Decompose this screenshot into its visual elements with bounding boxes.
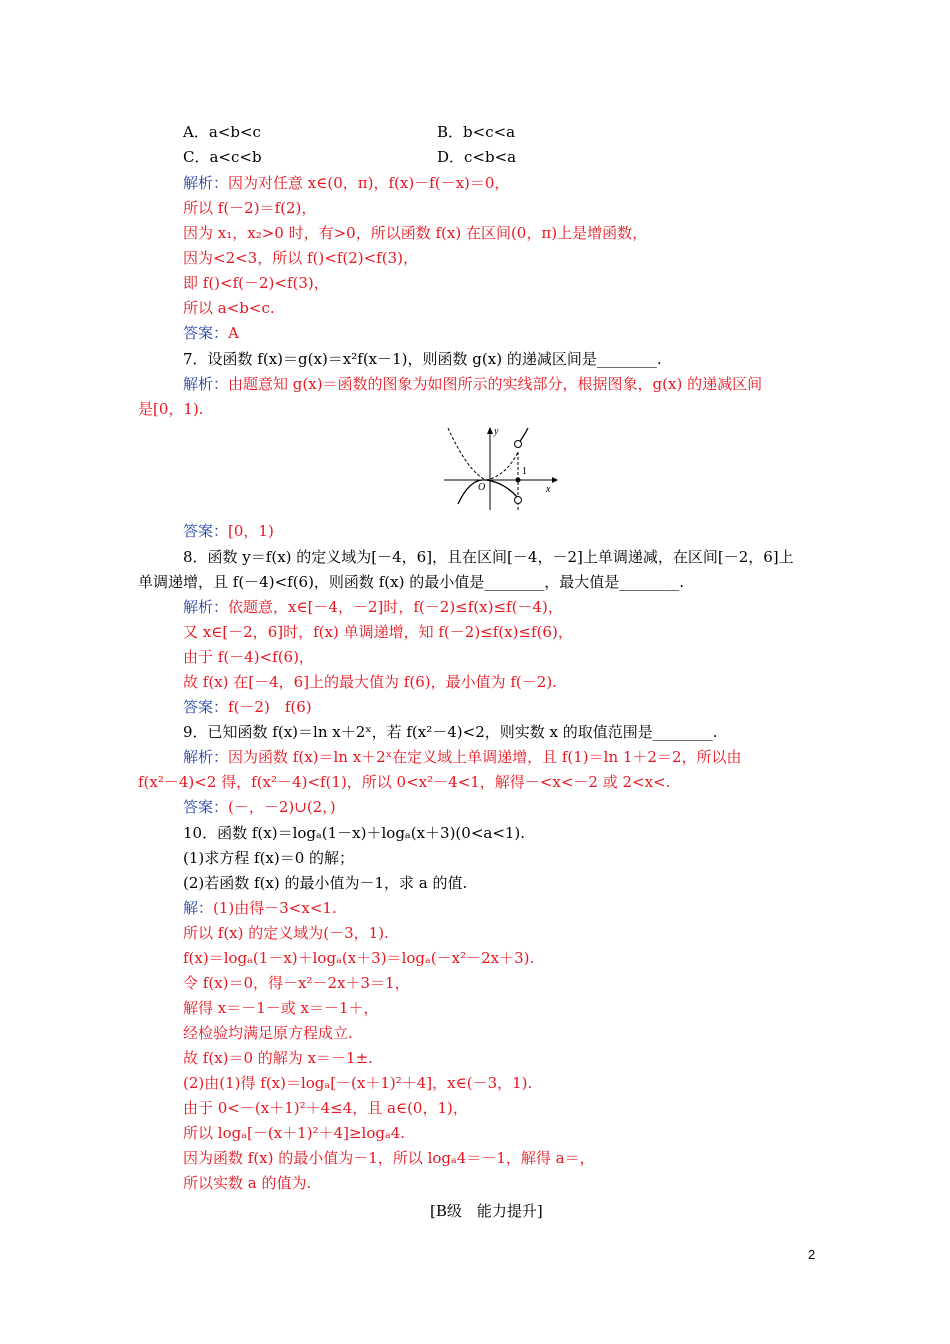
q8-solution-line: 又 x∈[－2，6]时，f(x) 单调递增，知 f(－2)≤f(x)≤f(6)， [183, 623, 573, 641]
q8-question-line: 8．函数 y＝f(x) 的定义域为[－4，6]，且在区间[－4，－2]上单调递减，在区间[－2，6]上 [183, 548, 794, 566]
page-number: 2 [808, 1247, 816, 1262]
x-axis-label: x [546, 484, 551, 495]
q6-solution-line: 所以 a<b<c. [183, 299, 275, 317]
open-point-lower [515, 497, 522, 504]
q10-part-1: (1)求方程 f(x)＝0 的解； [183, 849, 355, 867]
q10-solution-line: 因为函数 f(x) 的最小值为－1，所以 logₐ4＝－1，解得 a＝， [183, 1149, 595, 1167]
q7-function-graph [440, 424, 560, 514]
q6-solution-line: 所以 f(－2)＝f(2)， [183, 199, 317, 217]
q6-solution-line: 解析：因为对任意 x∈(0，π)，f(x)－f(－x)＝0， [183, 174, 510, 192]
solid-curve-lower [458, 480, 518, 504]
q10-part-2: (2)若函数 f(x) 的最小值为－1，求 a 的值. [183, 874, 468, 892]
q7-solution-line: 是[0，1). [138, 400, 204, 418]
x-axis-arrow [552, 477, 558, 483]
q10-solution-line: 故 f(x)＝0 的解为 x＝－1±. [183, 1049, 373, 1067]
q6-option-d: D．c<b<a [437, 148, 517, 166]
origin-label: O [478, 482, 486, 493]
q10-solution-line: (2)由(1)得 f(x)＝logₐ[－(x＋1)²＋4]，x∈(－3，1). [183, 1074, 533, 1092]
q8-solution-line: 由于 f(－4)<f(6)， [183, 648, 314, 666]
q10-solution-line: 由于 0<－(x＋1)²＋4≤4，且 a∈(0，1)， [183, 1099, 468, 1117]
y-axis-arrow [487, 427, 493, 434]
section-title: [B级 能力提升] [430, 1202, 543, 1220]
q10-solution-text: (1)由得－3<x<1. [213, 899, 337, 917]
q6-solution-line: 即 f()<f(－2)<f(3)， [183, 274, 329, 292]
q6-solution-line: 因为 x₁，x₂>0 时，有>0，所以函数 f(x) 在区间(0，π)上是增函数， [183, 224, 648, 242]
q9-solution-line: 解析：因为函数 f(x)＝ln x＋2ˣ在定义域上单调递增，且 f(1)＝ln 1＋2＝2，所以由 [183, 748, 742, 766]
q6-answer: 答案：A [183, 324, 239, 342]
q10-solution-line: 所以实数 a 的值为. [183, 1174, 312, 1192]
q8-solution-line: 解析：依题意，x∈[－4，－2]时，f(－2)≤f(x)≤f(－4)， [183, 598, 563, 616]
q10-question: 10．函数 f(x)＝logₐ(1－x)＋logₐ(x＋3)(0<a<1). [183, 824, 526, 842]
one-label: 1 [522, 466, 527, 477]
q10-solution-line: 所以 f(x) 的定义域为(－3，1). [183, 924, 389, 942]
q10-solution-first-line [183, 898, 337, 918]
q7-question: 7．设函数 f(x)＝g(x)＝x²f(x－1)，则函数 g(x) 的递减区间是________. [183, 350, 662, 368]
q9-answer: 答案：(－，－2)∪(2，) [183, 798, 336, 816]
q10-solution-line: 令 f(x)＝0，得－x²－2x＋3＝1， [183, 974, 410, 992]
q7-answer: 答案：[0，1) [183, 522, 274, 540]
q6-solution-line: 因为<2<3，所以 f()<f(2)<f(3)， [183, 249, 418, 267]
q9-solution-line: f(x²－4)<2 得，f(x²－4)<f(1)，所以 0<x²－4<1，解得－<x<－2 或 2<x<. [138, 773, 671, 791]
q8-answer: 答案：f(－2) f(6) [183, 698, 312, 716]
q10-solution-line: f(x)＝logₐ(1－x)＋logₐ(x＋3)＝logₐ(－x²－2x＋3). [183, 949, 535, 967]
q10-solution-line: 解得 x＝－1－或 x＝－1＋， [183, 999, 379, 1017]
open-point-upper [515, 441, 522, 448]
q6-option-b: B．b<c<a [437, 123, 516, 141]
solid-point [516, 478, 521, 483]
dashed-curve-right [486, 452, 518, 480]
q8-solution-line: 故 f(x) 在[－4，6]上的最大值为 f(6)，最小值为 f(－2). [183, 673, 557, 691]
y-axis-label: y [494, 426, 499, 437]
q7-solution-line: 解析：由题意知 g(x)＝函数的图象为如图所示的实线部分，根据图象，g(x) 的递减区间 [183, 375, 763, 393]
q10-solution-line: 所以 logₐ[－(x＋1)²＋4]≥logₐ4. [183, 1124, 406, 1142]
q9-question: 9．已知函数 f(x)＝ln x＋2ˣ，若 f(x²－4)<2，则实数 x 的取值范围是________. [183, 723, 718, 741]
q6-option-a: A．a<b<c [183, 123, 261, 141]
q8-question-line: 单调递增，且 f(－4)<f(6)，则函数 f(x) 的最小值是________，最大值是________. [138, 573, 684, 591]
q6-option-c: C．a<c<b [183, 148, 262, 166]
q10-solution-line: 经检验均满足原方程成立. [183, 1024, 353, 1042]
dashed-curve-left [448, 428, 486, 480]
q10-solution-head: 解： [183, 899, 214, 917]
